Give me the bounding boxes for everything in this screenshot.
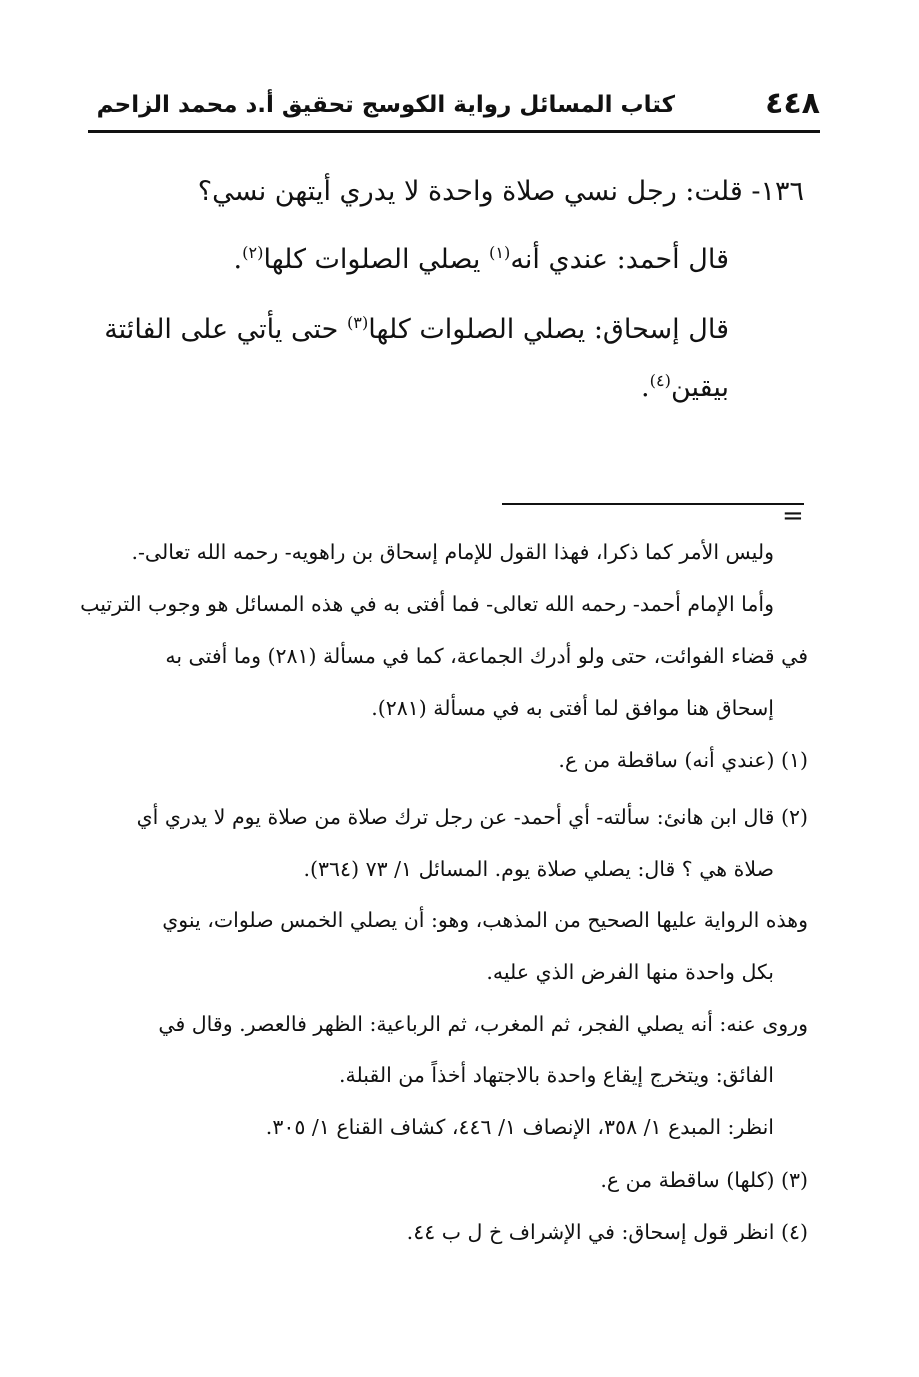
ishaq-end: . [641, 372, 650, 403]
footnote-1: (١) (عندي أنه) ساقطة من ع. [558, 748, 808, 772]
footnote-2-line: صلاة هي ؟ قال: يصلي صلاة يوم. المسائل ١/ ٧٣ (٣٦٤). [303, 857, 774, 881]
ahmad-text-a: قال أحمد: عندي أنه [510, 244, 729, 275]
ahmad-end: . [233, 244, 243, 275]
footnote-2-line: الفائق: ويتخرج إيقاع واحدة بالاجتهاد أخذاً من القبلة. [339, 1063, 774, 1087]
ishaq-text-c: بيقين [670, 372, 729, 403]
ishaq-answer-line2 [641, 372, 729, 403]
footnote-3: (٣) (كلها) ساقطة من ع. [600, 1168, 808, 1192]
footnote-ref-3: (٣) [346, 313, 369, 332]
footnote-2-line: وروى عنه: أنه يصلي الفجر، ثم المغرب، ثم الرباعية: الظهر فالعصر. وقال في [158, 1012, 808, 1036]
footnote-ref-2: (٢) [242, 243, 264, 262]
continued-note-line: وليس الأمر كما ذكرا، فهذا القول للإمام إسحاق بن راهويه- رحمه الله تعالى-. [131, 540, 774, 564]
header-rule [88, 130, 820, 133]
ishaq-text-b: حتى يأتي على الفائتة [104, 314, 347, 345]
continued-note-line: إسحاق هنا موافق لما أفتى به في مسألة (٢٨١). [371, 696, 774, 720]
continued-note-line: وأما الإمام أحمد- رحمه الله تعالى- فما أفتى به في هذه المسائل هو وجوب الترتيب [80, 592, 774, 616]
page-number: ٤٤٨ [765, 86, 820, 121]
page-header [88, 84, 820, 128]
continued-note-line: في قضاء الفوائت، حتى ولو أدرك الجماعة، كما في مسألة (٢٨١) وما أفتى به [165, 644, 808, 668]
footnote-ref-1: (١) [489, 243, 511, 262]
ishaq-text-a: قال إسحاق: يصلي الصلوات كلها [368, 314, 729, 345]
ahmad-answer [234, 244, 729, 275]
ishaq-answer-line1 [104, 314, 729, 345]
footnote-2-line: وهذه الرواية عليها الصحيح من المذهب، وهو: أن يصلي الخمس صلوات، ينوي [162, 908, 808, 932]
question-line [198, 176, 804, 207]
continuation-mark: = [782, 501, 804, 531]
footnote-4: (٤) انظر قول إسحاق: في الإشراف خ ل ب ٤٤. [406, 1220, 808, 1244]
footnote-2-line: انظر: المبدع ١/ ٣٥٨، الإنصاف ١/ ٤٤٦، كشاف القناع ١/ ٣٠٥. [265, 1115, 774, 1139]
footnote-ref-4: (٤) [649, 371, 671, 390]
footnote-rule [502, 503, 804, 505]
ahmad-text-b: يصلي الصلوات كلها [263, 244, 490, 275]
footnote-2-line: بكل واحدة منها الفرض الذي عليه. [486, 960, 774, 984]
question-text: ١٣٦- قلت: رجل نسي صلاة واحدة لا يدري أيتهن نسي؟ [197, 176, 804, 207]
footnote-2-line: (٢) قال ابن هانئ: سألته- أي أحمد- عن رجل ترك صلاة من صلاة يوم لا يدري أي [136, 805, 808, 829]
running-title: كتاب المسائل رواية الكوسج تحقيق أ.د محمد الزاحم [96, 92, 675, 118]
